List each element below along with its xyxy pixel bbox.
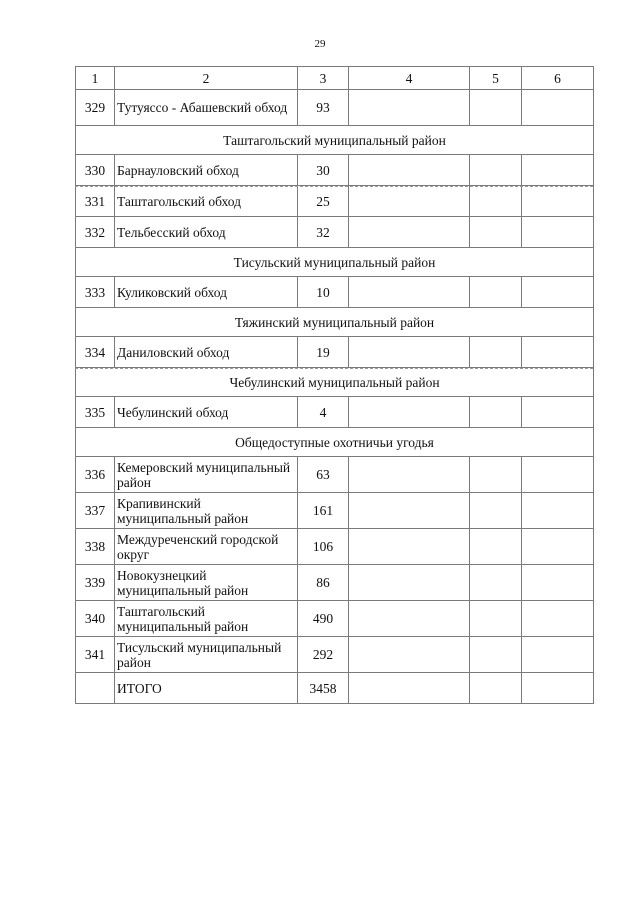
table-row xyxy=(76,186,594,217)
row-value: 19 xyxy=(298,337,349,368)
section-row xyxy=(76,308,594,337)
row-name: Чебулинский обход xyxy=(115,397,298,428)
table-row xyxy=(76,155,594,186)
header-row xyxy=(76,67,594,90)
section-title: Чебулинский муниципальный район xyxy=(76,368,594,397)
table-row xyxy=(76,565,594,601)
empty-cell xyxy=(522,277,594,308)
table-row xyxy=(76,337,594,368)
table-row xyxy=(76,493,594,529)
section-title: Общедоступные охотничьи угодья xyxy=(76,428,594,457)
row-name: Таштагольский муниципальный район xyxy=(115,601,298,637)
empty-cell xyxy=(522,493,594,529)
empty-cell xyxy=(470,186,522,217)
empty-cell xyxy=(349,673,470,704)
table-row xyxy=(76,601,594,637)
row-number: 335 xyxy=(76,397,115,428)
row-value: 86 xyxy=(298,565,349,601)
empty-cell xyxy=(470,337,522,368)
row-name: Таштагольский обход xyxy=(115,186,298,217)
row-value: 292 xyxy=(298,637,349,673)
page-break-line xyxy=(75,186,593,187)
empty-cell xyxy=(522,186,594,217)
page-break-line xyxy=(75,368,593,369)
empty-cell xyxy=(522,565,594,601)
empty-cell xyxy=(349,217,470,248)
empty-cell xyxy=(522,397,594,428)
header-cell: 5 xyxy=(470,67,522,90)
row-value: 4 xyxy=(298,397,349,428)
empty-cell xyxy=(349,529,470,565)
empty-cell xyxy=(522,90,594,126)
row-name: Тисульский муниципальный район xyxy=(115,637,298,673)
empty-cell xyxy=(522,601,594,637)
row-value: 63 xyxy=(298,457,349,493)
row-name: Междуреченский городской округ xyxy=(115,529,298,565)
empty-cell xyxy=(522,217,594,248)
row-name: Куликовский обход xyxy=(115,277,298,308)
empty-cell xyxy=(470,397,522,428)
empty-cell xyxy=(349,277,470,308)
empty-cell xyxy=(522,637,594,673)
table-row xyxy=(76,637,594,673)
table-row xyxy=(76,90,594,126)
empty-cell xyxy=(522,673,594,704)
empty-cell xyxy=(349,186,470,217)
empty-cell xyxy=(349,155,470,186)
row-number: 341 xyxy=(76,637,115,673)
empty-cell xyxy=(470,673,522,704)
row-name: Новокузнецкий муниципальный район xyxy=(115,565,298,601)
row-number: 329 xyxy=(76,90,115,126)
table-row xyxy=(76,217,594,248)
empty-cell xyxy=(522,155,594,186)
row-name: Крапивинский муниципальный район xyxy=(115,493,298,529)
empty-cell xyxy=(522,529,594,565)
hunting-grounds-table xyxy=(75,66,594,704)
empty-cell xyxy=(349,493,470,529)
row-number: 330 xyxy=(76,155,115,186)
empty-cell xyxy=(470,277,522,308)
empty-cell xyxy=(470,90,522,126)
empty-cell xyxy=(470,493,522,529)
empty-cell xyxy=(470,529,522,565)
empty-cell xyxy=(349,457,470,493)
empty-cell xyxy=(349,601,470,637)
total-label: ИТОГО xyxy=(115,673,298,704)
row-name: Даниловский обход xyxy=(115,337,298,368)
header-cell: 3 xyxy=(298,67,349,90)
empty-cell xyxy=(349,637,470,673)
empty-cell xyxy=(470,565,522,601)
empty-cell xyxy=(470,217,522,248)
header-cell: 2 xyxy=(115,67,298,90)
row-number: 340 xyxy=(76,601,115,637)
empty-cell xyxy=(349,90,470,126)
row-number: 331 xyxy=(76,186,115,217)
empty-cell xyxy=(470,155,522,186)
row-number: 332 xyxy=(76,217,115,248)
empty-cell xyxy=(470,601,522,637)
empty-cell xyxy=(522,457,594,493)
section-title: Тисульский муниципальный район xyxy=(76,248,594,277)
empty-cell xyxy=(349,337,470,368)
empty-cell xyxy=(470,637,522,673)
row-value: 106 xyxy=(298,529,349,565)
row-name: Барнауловский обход xyxy=(115,155,298,186)
row-value: 25 xyxy=(298,186,349,217)
empty-cell xyxy=(470,457,522,493)
row-number: 337 xyxy=(76,493,115,529)
row-number: 334 xyxy=(76,337,115,368)
header-cell: 1 xyxy=(76,67,115,90)
section-row xyxy=(76,428,594,457)
row-number: 333 xyxy=(76,277,115,308)
table-row xyxy=(76,457,594,493)
table-row xyxy=(76,397,594,428)
row-number xyxy=(76,673,115,704)
row-value: 161 xyxy=(298,493,349,529)
row-value: 30 xyxy=(298,155,349,186)
row-name: Кемеровский муниципальный район xyxy=(115,457,298,493)
total-value: 3458 xyxy=(298,673,349,704)
empty-cell xyxy=(349,397,470,428)
table-row xyxy=(76,277,594,308)
total-row xyxy=(76,673,594,704)
row-value: 490 xyxy=(298,601,349,637)
empty-cell xyxy=(522,337,594,368)
row-number: 339 xyxy=(76,565,115,601)
section-row xyxy=(76,126,594,155)
section-row xyxy=(76,248,594,277)
header-cell: 4 xyxy=(349,67,470,90)
table-row xyxy=(76,529,594,565)
section-title: Таштагольский муниципальный район xyxy=(76,126,594,155)
row-value: 93 xyxy=(298,90,349,126)
row-value: 10 xyxy=(298,277,349,308)
row-name: Тутуяссо - Абашевский обход xyxy=(115,90,298,126)
row-number: 336 xyxy=(76,457,115,493)
row-value: 32 xyxy=(298,217,349,248)
section-row xyxy=(76,368,594,397)
row-name: Тельбесский обход xyxy=(115,217,298,248)
header-cell: 6 xyxy=(522,67,594,90)
empty-cell xyxy=(349,565,470,601)
page-number: 29 xyxy=(314,38,326,50)
section-title: Тяжинский муниципальный район xyxy=(76,308,594,337)
row-number: 338 xyxy=(76,529,115,565)
